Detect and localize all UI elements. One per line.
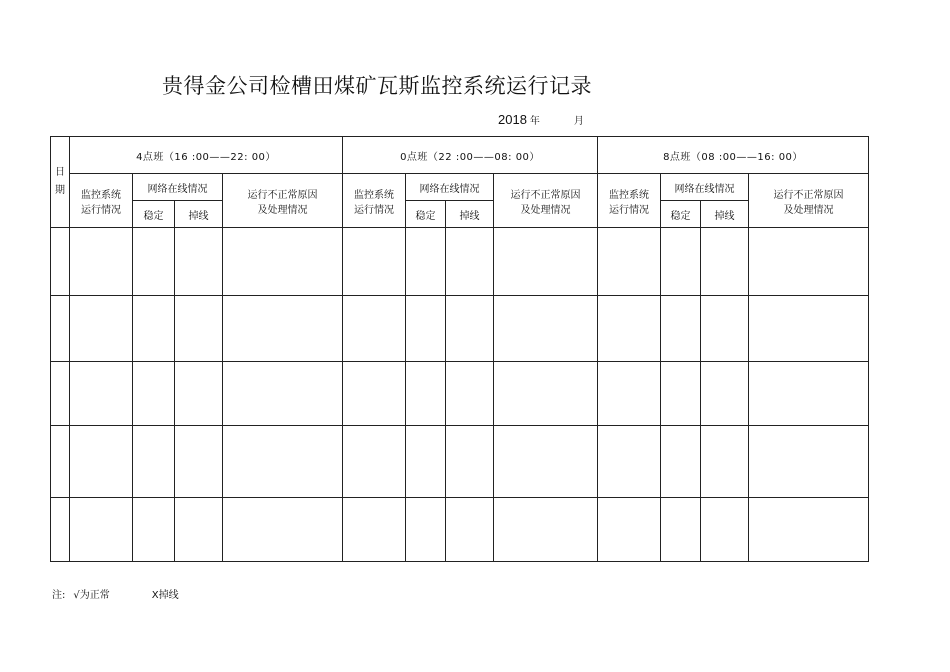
record-cell[interactable]	[223, 426, 343, 498]
record-cell[interactable]	[598, 362, 661, 426]
shift-header-4: 4点班（16 :00——22: 00）	[70, 137, 343, 174]
record-cell[interactable]	[175, 296, 223, 362]
stable-header: 稳定	[133, 201, 175, 228]
monitor-header-line1: 监控系统	[354, 189, 394, 201]
record-cell[interactable]	[749, 228, 869, 296]
record-cell[interactable]	[406, 498, 446, 562]
record-cell[interactable]	[343, 498, 406, 562]
record-cell[interactable]	[406, 426, 446, 498]
record-cell[interactable]	[701, 296, 749, 362]
date-cell[interactable]	[51, 228, 70, 296]
abnormal-header-line1: 运行不正常原因	[247, 189, 318, 201]
offline-header: 掉线	[701, 201, 749, 228]
abnormal-header	[749, 174, 869, 228]
date-cell[interactable]	[51, 362, 70, 426]
subheader-row-2	[51, 201, 869, 228]
record-cell[interactable]	[70, 362, 133, 426]
record-row	[51, 228, 869, 296]
date-line	[498, 112, 584, 127]
record-cell[interactable]	[749, 498, 869, 562]
offline-header: 掉线	[446, 201, 494, 228]
monitoring-log-table	[50, 136, 869, 562]
record-cell[interactable]	[175, 362, 223, 426]
month-label: 月	[573, 116, 584, 127]
record-cell[interactable]	[133, 426, 175, 498]
note-normal: √为正常	[73, 590, 110, 601]
record-cell[interactable]	[133, 228, 175, 296]
year-value: 2018	[498, 112, 527, 127]
record-cell[interactable]	[175, 426, 223, 498]
monitor-header-line2: 运行情况	[354, 204, 394, 216]
legend-note	[52, 586, 187, 601]
record-cell[interactable]	[133, 498, 175, 562]
record-cell[interactable]	[661, 498, 701, 562]
monitor-status-header	[598, 174, 661, 228]
record-cell[interactable]	[494, 362, 598, 426]
record-cell[interactable]	[133, 362, 175, 426]
year-label: 年	[529, 116, 540, 127]
record-cell[interactable]	[343, 362, 406, 426]
record-rows	[51, 228, 869, 562]
subheader-row-1	[51, 174, 869, 201]
record-cell[interactable]	[701, 362, 749, 426]
date-cell[interactable]	[51, 426, 70, 498]
record-cell[interactable]	[494, 426, 598, 498]
record-cell[interactable]	[598, 498, 661, 562]
abnormal-header-line1: 运行不正常原因	[510, 189, 581, 201]
record-cell[interactable]	[223, 498, 343, 562]
record-row	[51, 426, 869, 498]
monitor-header-line1: 监控系统	[81, 189, 121, 201]
network-header: 网络在线情况	[133, 174, 223, 201]
record-cell[interactable]	[133, 296, 175, 362]
stable-header: 稳定	[406, 201, 446, 228]
record-cell[interactable]	[343, 228, 406, 296]
record-cell[interactable]	[223, 362, 343, 426]
monitor-header-line2: 运行情况	[81, 204, 121, 216]
record-cell[interactable]	[406, 362, 446, 426]
record-cell[interactable]	[598, 426, 661, 498]
record-cell[interactable]	[598, 296, 661, 362]
record-cell[interactable]	[70, 426, 133, 498]
record-cell[interactable]	[598, 228, 661, 296]
record-cell[interactable]	[749, 426, 869, 498]
record-cell[interactable]	[661, 228, 701, 296]
abnormal-header-line2: 及处理情况	[520, 204, 571, 216]
monitor-status-header	[343, 174, 406, 228]
record-cell[interactable]	[343, 296, 406, 362]
record-row	[51, 296, 869, 362]
record-cell[interactable]	[494, 228, 598, 296]
date-header-bottom: 期	[55, 185, 65, 196]
date-cell[interactable]	[51, 296, 70, 362]
date-cell[interactable]	[51, 498, 70, 562]
record-cell[interactable]	[749, 296, 869, 362]
monitor-header-line1: 监控系统	[609, 189, 649, 201]
record-cell[interactable]	[749, 362, 869, 426]
stable-header: 稳定	[661, 201, 701, 228]
date-column-header	[51, 137, 70, 228]
record-cell[interactable]	[701, 228, 749, 296]
record-cell[interactable]	[494, 498, 598, 562]
offline-header: 掉线	[175, 201, 223, 228]
record-cell[interactable]	[70, 498, 133, 562]
record-cell[interactable]	[661, 362, 701, 426]
record-cell[interactable]	[494, 296, 598, 362]
network-header: 网络在线情况	[406, 174, 494, 201]
record-cell[interactable]	[175, 228, 223, 296]
record-cell[interactable]	[701, 498, 749, 562]
record-row	[51, 498, 869, 562]
abnormal-header	[494, 174, 598, 228]
record-cell[interactable]	[446, 426, 494, 498]
record-cell[interactable]	[406, 296, 446, 362]
record-cell[interactable]	[661, 426, 701, 498]
record-cell[interactable]	[70, 296, 133, 362]
record-cell[interactable]	[223, 228, 343, 296]
abnormal-header	[223, 174, 343, 228]
record-cell[interactable]	[446, 498, 494, 562]
abnormal-header-line2: 及处理情况	[257, 204, 308, 216]
network-header: 网络在线情况	[661, 174, 749, 201]
record-cell[interactable]	[446, 362, 494, 426]
record-cell[interactable]	[701, 426, 749, 498]
page-title: 贵得金公司检槽田煤矿瓦斯监控系统运行记录	[162, 74, 592, 98]
record-cell[interactable]	[343, 426, 406, 498]
record-cell[interactable]	[406, 228, 446, 296]
note-offline: X掉线	[151, 590, 179, 601]
date-header-top: 日	[55, 167, 65, 178]
record-row	[51, 362, 869, 426]
note-prefix: 注:	[52, 590, 66, 601]
monitor-header-line2: 运行情况	[609, 204, 649, 216]
record-cell[interactable]	[661, 296, 701, 362]
shift-header-0: 0点班（22 :00——08: 00）	[343, 137, 598, 174]
record-cell[interactable]	[446, 296, 494, 362]
record-cell[interactable]	[70, 228, 133, 296]
record-cell[interactable]	[223, 296, 343, 362]
abnormal-header-line1: 运行不正常原因	[773, 189, 844, 201]
abnormal-header-line2: 及处理情况	[783, 204, 834, 216]
record-cell[interactable]	[446, 228, 494, 296]
monitor-status-header	[70, 174, 133, 228]
shift-header-8: 8点班（08 :00——16: 00）	[598, 137, 869, 174]
record-cell[interactable]	[175, 498, 223, 562]
